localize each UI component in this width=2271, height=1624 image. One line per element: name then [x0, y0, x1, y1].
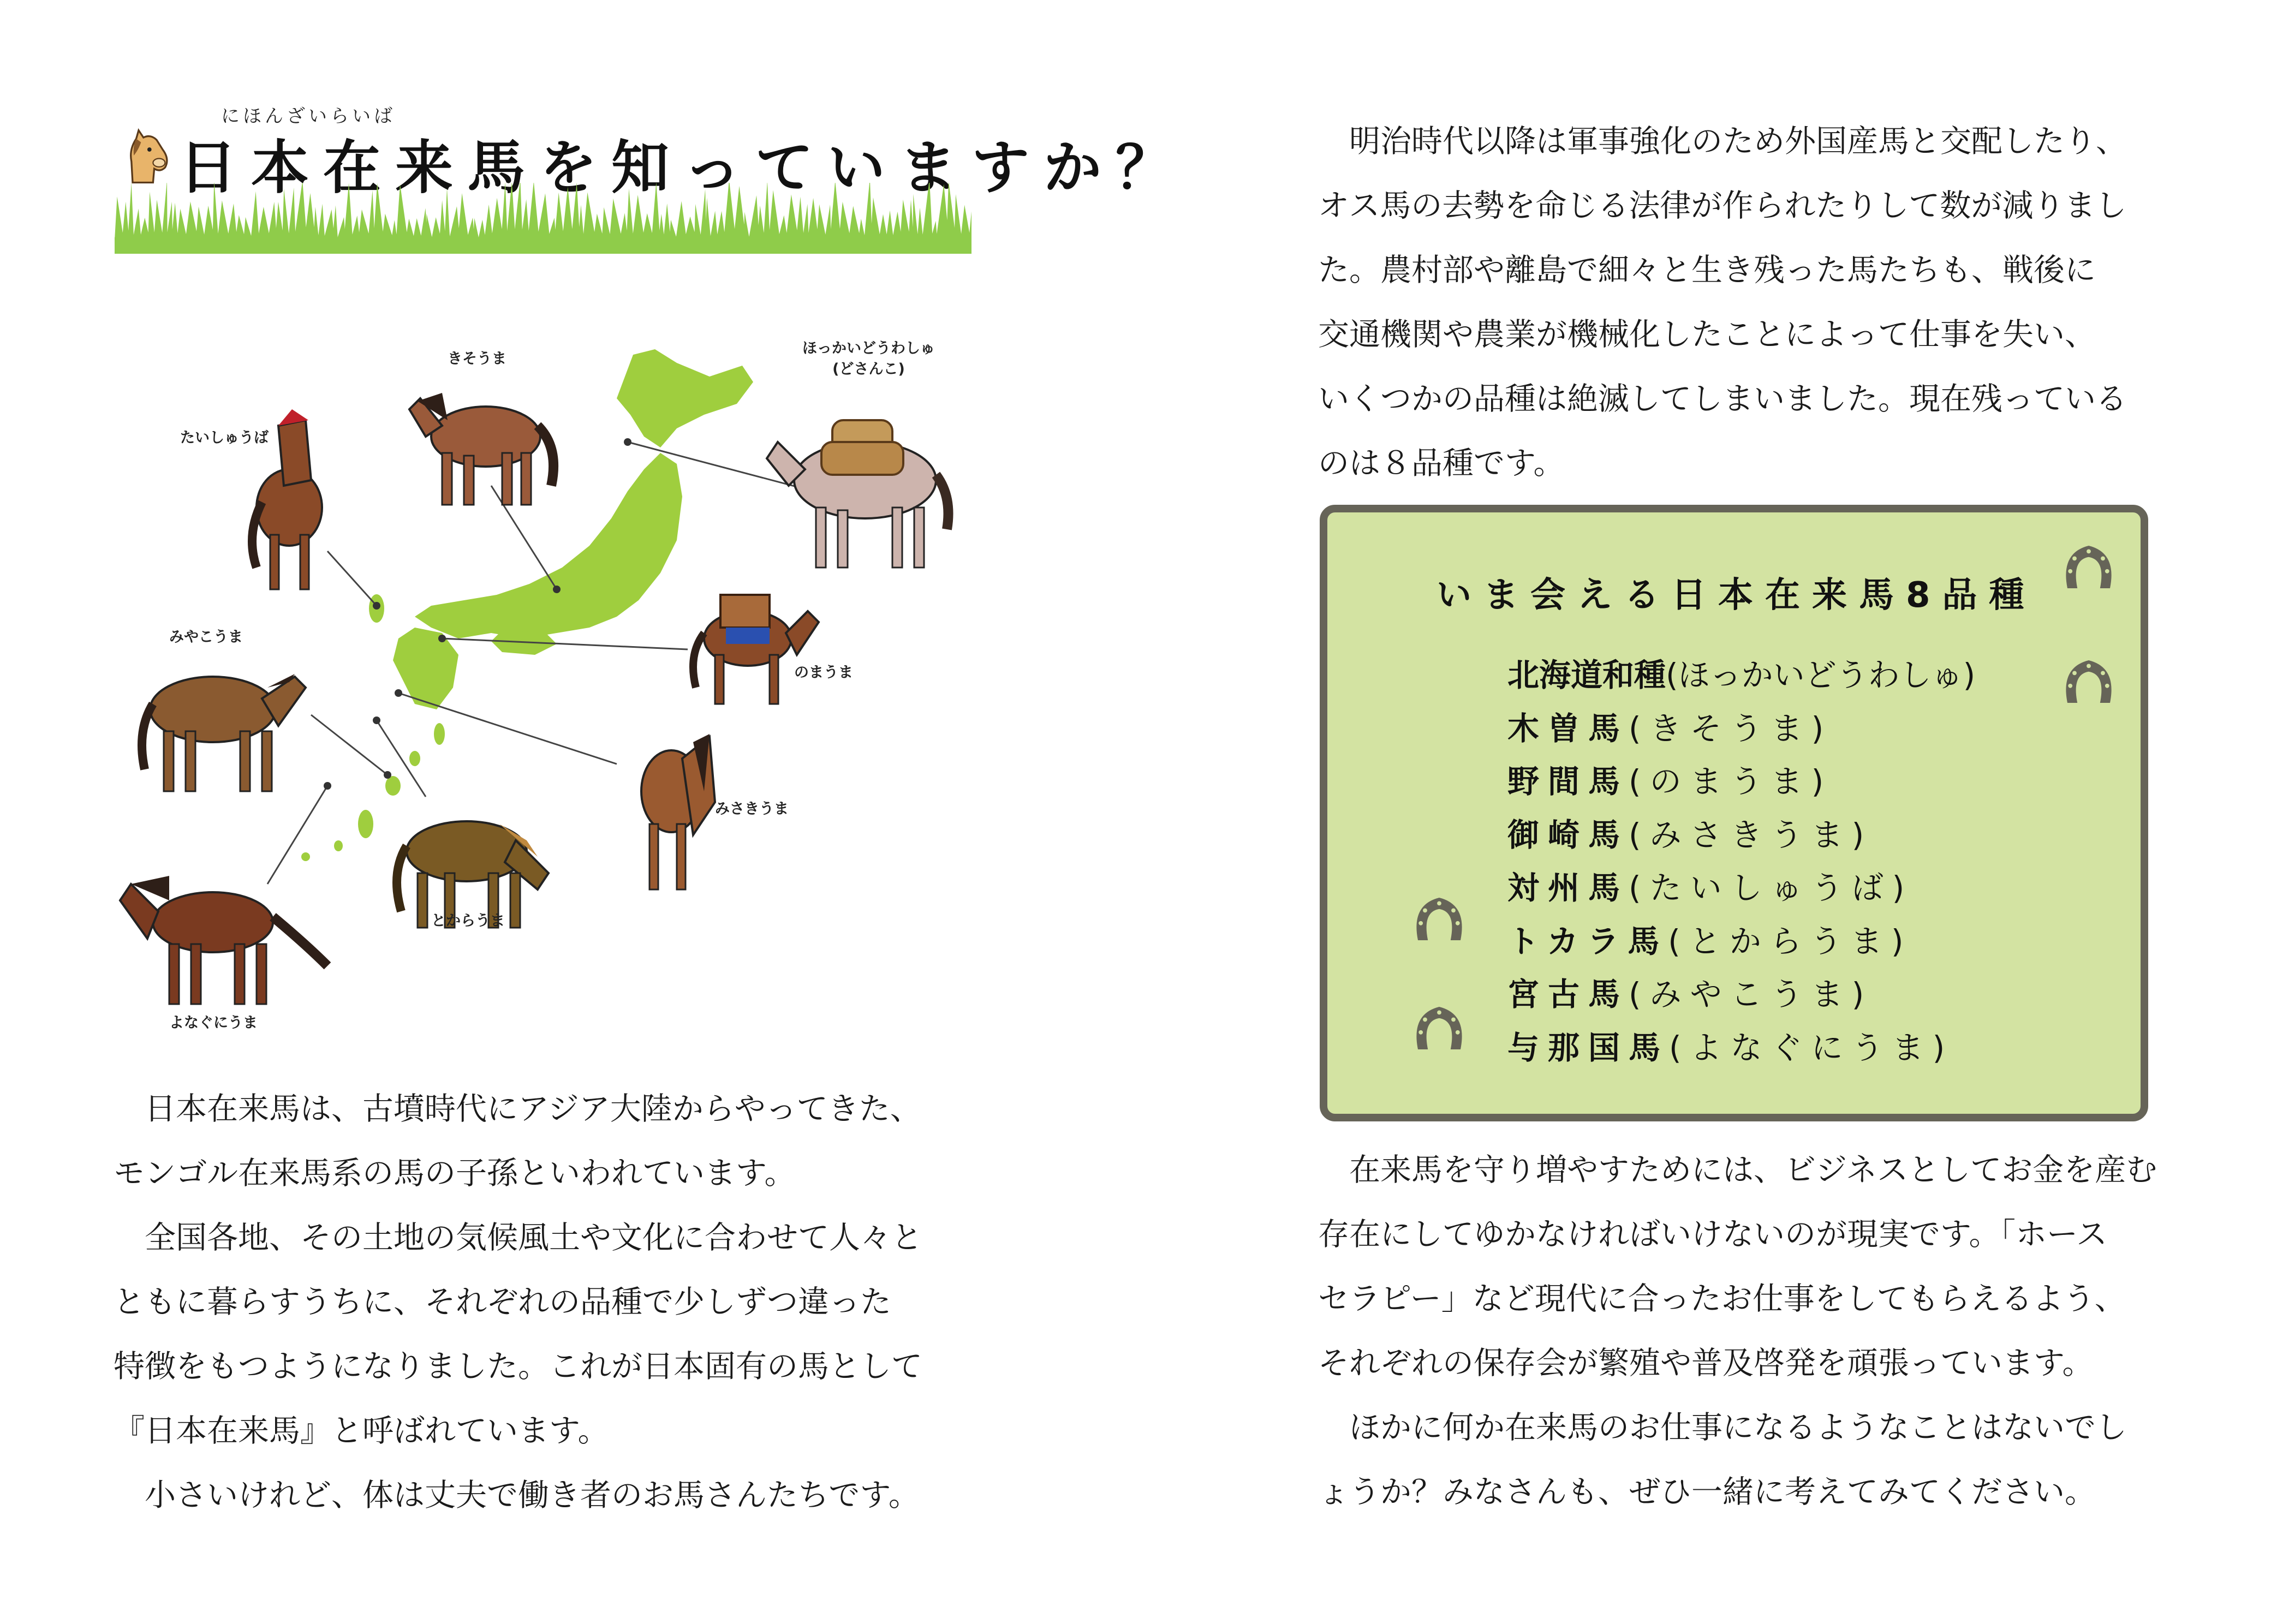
horseshoe-icon	[1404, 883, 1475, 954]
noma-horse-illustration	[693, 595, 819, 704]
text-line: 特徴をもつようになりました。これが日本固有の馬として	[114, 1348, 922, 1384]
kiso-horse-illustration	[409, 393, 553, 505]
breed-list	[1507, 649, 1975, 1074]
label-miyako: みやこうま	[169, 629, 243, 646]
tokara-island	[409, 751, 420, 766]
amami-island	[385, 776, 401, 796]
text-line: た。農村部や離島で細々と生き残った馬たちも、戦後に	[1318, 252, 2096, 288]
text-line: 明治時代以降は軍事強化のため外国産馬と交配したり、	[1318, 123, 2127, 159]
text-line: それぞれの保存会が繁殖や普及啓発を頑張っています。	[1318, 1345, 2094, 1381]
intro-paragraph	[114, 1077, 922, 1527]
label-noma: のまうま	[794, 664, 853, 681]
history-paragraph	[1318, 109, 2127, 495]
hokkaido-island	[617, 349, 753, 447]
horseshoe-icon	[2053, 532, 2124, 602]
text-line: ょうか？みなさんも、ぜひ一緒に考えてみてください。	[1318, 1474, 2096, 1510]
label-yonaguni: よなぐにうま	[169, 1014, 258, 1031]
label-tokara: とからうま	[431, 912, 505, 929]
tanegashima-island	[434, 723, 445, 745]
breeds-box	[1320, 505, 2148, 1121]
label-hokkaido-line2: (どさんこ)	[832, 361, 905, 378]
label-hokkaido	[802, 338, 935, 380]
text-line: モンゴル在来馬系の馬の子孫といわれています。	[114, 1155, 796, 1191]
text-line: 小さいけれど、体は丈夫で働き者のお馬さんたちです。	[114, 1477, 920, 1513]
list-item: 対州馬(たいしゅうば)	[1507, 869, 1914, 906]
text-line: のは８品種です。	[1318, 445, 1565, 481]
grass-decoration	[115, 183, 971, 254]
miyako-island	[334, 840, 343, 851]
page-title-block	[115, 95, 1188, 259]
list-item: 北海道和種(ほっかいどうわしゅ)	[1507, 656, 1976, 694]
title-ruby: にほんざいらいば	[221, 105, 396, 127]
miyako-horse-illustration	[142, 674, 306, 791]
text-line: オス馬の去勢を命じる法律が作られたりして数が減りまし	[1318, 188, 2127, 224]
text-line: いくつかの品種は絶滅してしまいました。現在残っている	[1318, 381, 2127, 417]
text-line: 在来馬を守り増やすためには、ビジネスとしてお金を産む	[1318, 1152, 2157, 1188]
label-misaki: みさきうま	[715, 801, 789, 817]
list-item: 宮古馬(みやこうま)	[1507, 976, 1873, 1013]
list-item: 木曽馬(きそうま)	[1507, 709, 1833, 747]
list-item: トカラ馬(とからうま)	[1507, 922, 1912, 960]
text-line: ともに暮らすうちに、それぞれの品種で少しずつ違った	[114, 1284, 891, 1320]
horseshoe-icon	[2053, 646, 2124, 717]
label-kiso: きそうま	[448, 350, 506, 367]
text-line: セラピー」など現代に合ったお仕事をしてもらえるよう、	[1318, 1281, 2126, 1317]
dosanko-horse-illustration	[767, 420, 949, 568]
breeds-box-title: いま会える日本在来馬8品種	[1436, 575, 2036, 616]
kyushu-island	[393, 628, 458, 709]
text-line: ほかに何か在来馬のお仕事になるようなことはないでし	[1318, 1410, 2127, 1446]
text-line: 全国各地、その土地の気候風土や文化に合わせて人々と	[114, 1220, 922, 1256]
page-title: 日本在来馬を知っていますか？	[179, 134, 1188, 201]
okinawa-island	[358, 810, 373, 838]
yonaguni-island	[301, 852, 310, 861]
yonaguni-horse-illustration	[120, 876, 327, 1004]
future-paragraph	[1318, 1138, 2157, 1524]
japan-horse-map	[109, 311, 982, 1042]
text-line: 存在にしてゆかなければいけないのが現実です。「ホース	[1318, 1216, 2108, 1252]
label-hokkaido-line1: ほっかいどうわしゅ	[802, 340, 935, 357]
misaki-horse-illustration	[641, 734, 715, 889]
label-taishu: たいしゅうば	[180, 429, 269, 446]
list-item: 野間馬(のまうま)	[1507, 763, 1833, 800]
list-item: 与那国馬(よなぐにうま)	[1507, 1029, 1954, 1066]
text-line: 『日本在来馬』と呼ばれています。	[114, 1413, 609, 1449]
list-item: 御崎馬(みさきうま)	[1507, 816, 1873, 853]
horseshoe-icon	[1404, 993, 1475, 1064]
horse-head-icon	[115, 126, 175, 186]
text-line: 日本在来馬は、古墳時代にアジア大陸からやってきた、	[114, 1091, 921, 1127]
text-line: 交通機関や農業が機械化したことによって仕事を失い、	[1318, 317, 2096, 353]
